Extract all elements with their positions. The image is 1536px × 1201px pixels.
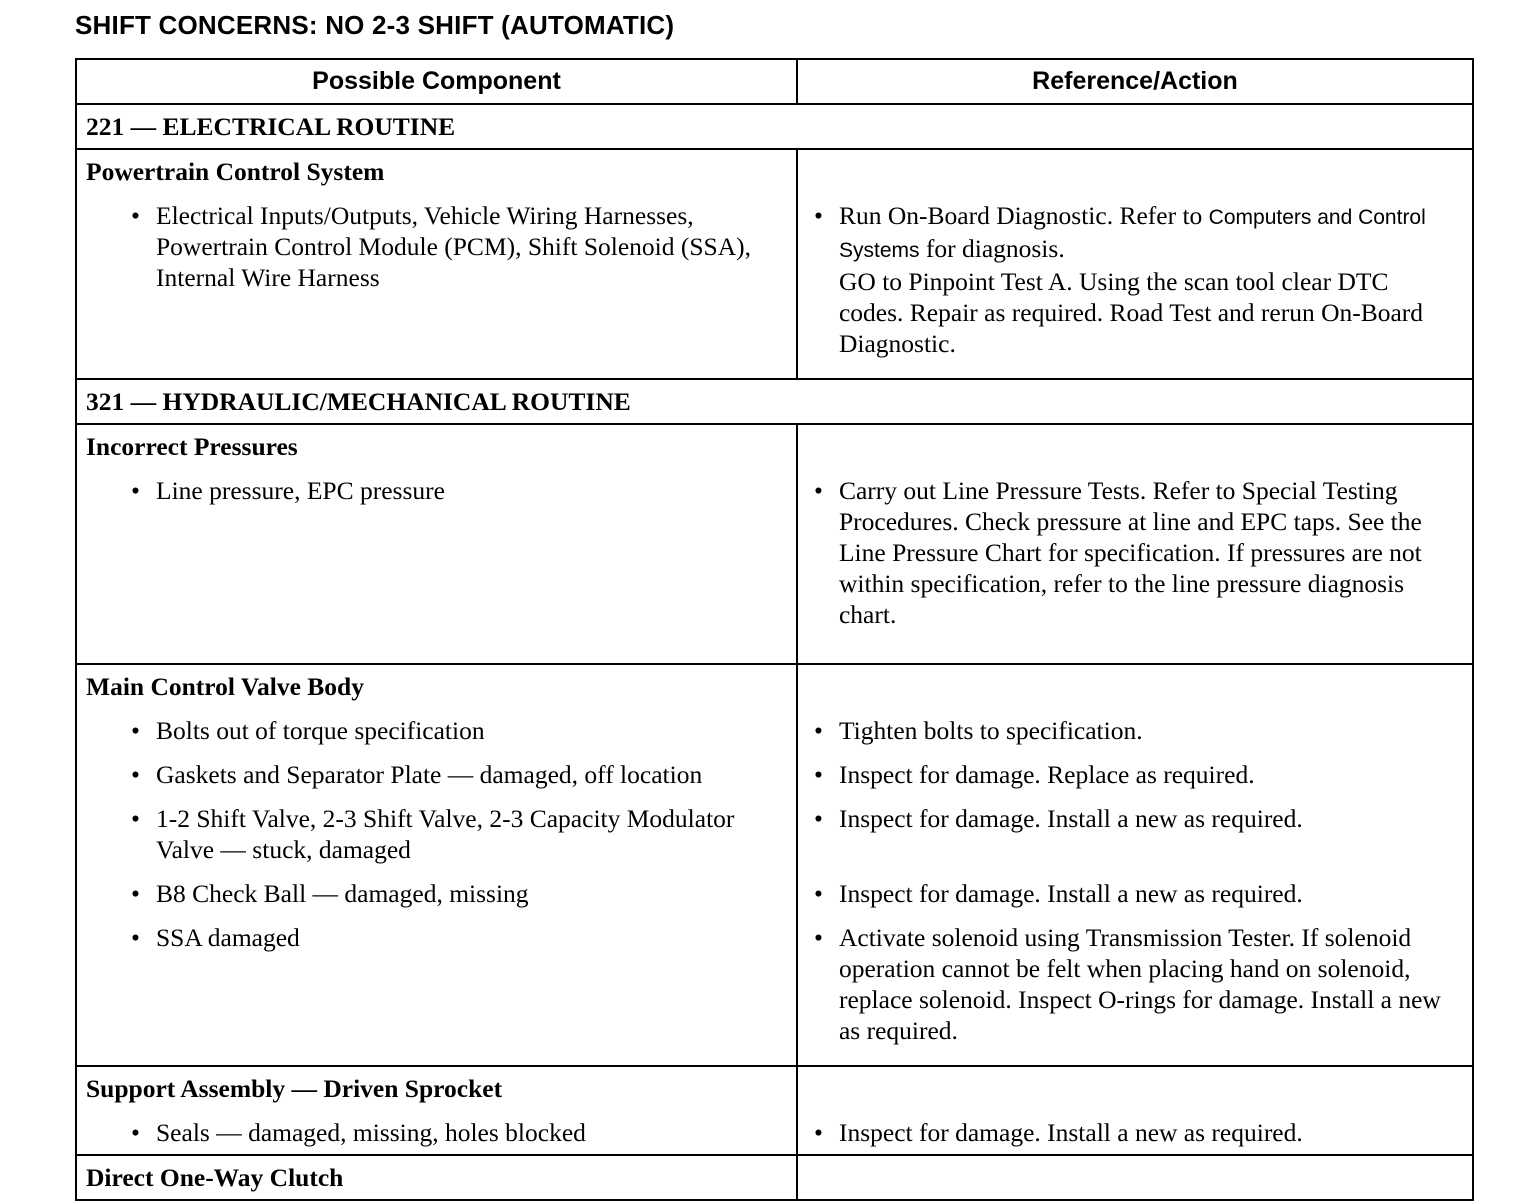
action-text: Activate solenoid using Transmission Tester. If solenoid operation cannot be felt when placing hand on solenoid, replace solenoid. Inspect O-rings for damage. Install a new as required.: [838, 923, 1441, 1045]
list-item: [86, 759, 788, 790]
list-item: [807, 922, 1464, 1046]
action-text: Run On-Board Diagnostic. Refer to: [838, 201, 1209, 230]
group-title-pressures: Incorrect Pressures: [86, 432, 298, 461]
list-item: [86, 715, 788, 746]
shift-concerns-table: [75, 58, 1474, 1201]
bullet-icon: •: [813, 923, 823, 952]
component-text: 1-2 Shift Valve, 2-3 Shift Valve, 2-3 Capacity Modulator Valve — stuck, damaged: [156, 804, 735, 864]
header-possible-component: Possible Component: [76, 59, 797, 104]
group-title-valve-body: Main Control Valve Body: [86, 672, 364, 701]
table-row: [76, 1066, 1473, 1155]
bullet-icon: •: [131, 476, 140, 505]
table-row: [76, 664, 1473, 1066]
action-text: Inspect for damage. Replace as required.: [838, 760, 1255, 789]
header-reference-action: Reference/Action: [797, 59, 1473, 104]
list-item: [86, 878, 788, 909]
bullet-icon: •: [131, 716, 140, 745]
component-cell: [76, 149, 797, 379]
action-cell: [797, 664, 1473, 1066]
table-row: [76, 424, 1473, 664]
bullet-icon: •: [131, 804, 140, 833]
list-item: [86, 200, 788, 293]
action-cell: [797, 1066, 1473, 1155]
component-text: Seals — damaged, missing, holes blocked: [156, 1118, 586, 1147]
action-text: Tighten bolts to specification.: [838, 716, 1143, 745]
bullet-icon: •: [131, 760, 140, 789]
routine-electrical: 221 — ELECTRICAL ROUTINE: [76, 104, 1473, 149]
bullet-icon: •: [813, 201, 823, 230]
list-item: [86, 803, 788, 865]
component-cell: [76, 664, 797, 1066]
action-text: Inspect for damage. Install a new as required.: [838, 879, 1303, 908]
list-item: [86, 922, 788, 953]
component-text: Bolts out of torque specification: [156, 716, 485, 745]
action-text: Carry out Line Pressure Tests. Refer to Special Testing Procedures. Check pressure at line and EPC taps. See the Line Pressure Chart for specification. If pressures are not within specification, refer to the line pressure diagnosis chart.: [838, 476, 1422, 629]
table-row: [76, 1155, 1473, 1200]
bullet-icon: •: [813, 804, 823, 833]
routine-row-hydraulic: [76, 379, 1473, 424]
list-item: [807, 759, 1464, 790]
group-title-support: Support Assembly — Driven Sprocket: [86, 1074, 503, 1103]
bullet-icon: •: [131, 201, 140, 230]
bullet-icon: •: [131, 923, 140, 952]
action-cell: [797, 149, 1473, 379]
bullet-icon: •: [813, 716, 823, 745]
component-cell: [76, 1066, 797, 1155]
action-cell: [797, 1155, 1473, 1200]
component-cell: [76, 1155, 797, 1200]
routine-row-electrical: [76, 104, 1473, 149]
component-text: Line pressure, EPC pressure: [156, 476, 445, 505]
bullet-icon: •: [131, 1118, 140, 1147]
component-text: SSA damaged: [156, 923, 300, 952]
list-item: [807, 803, 1464, 834]
list-item: [807, 715, 1464, 746]
bullet-icon: •: [813, 476, 823, 505]
routine-hydraulic: 321 — HYDRAULIC/MECHANICAL ROUTINE: [76, 379, 1473, 424]
action-text: Inspect for damage. Install a new as required.: [838, 1118, 1303, 1147]
bullet-icon: •: [131, 879, 140, 908]
component-text: Gaskets and Separator Plate — damaged, off location: [156, 760, 703, 789]
action-text: for diagnosis.: [919, 234, 1065, 263]
component-text: Electrical Inputs/Outputs, Vehicle Wiring Harnesses, Powertrain Control Module (PCM), Shift Solenoid (SSA), Internal Wire Harness: [156, 201, 752, 292]
bullet-icon: •: [813, 1118, 823, 1147]
group-title-clutch: Direct One-Way Clutch: [86, 1163, 344, 1192]
action-cell: [797, 424, 1473, 664]
page-title: SHIFT CONCERNS: NO 2-3 SHIFT (AUTOMATIC): [75, 10, 675, 40]
list-item: [86, 475, 788, 506]
table-row: [76, 149, 1473, 379]
bullet-icon: •: [813, 879, 823, 908]
group-title-powertrain: Powertrain Control System: [86, 157, 385, 186]
action-text: Inspect for damage. Install a new as required.: [838, 804, 1303, 833]
table-header-row: [76, 59, 1473, 104]
component-text: B8 Check Ball — damaged, missing: [156, 879, 529, 908]
list-item: [807, 878, 1464, 909]
bullet-icon: •: [813, 760, 823, 789]
list-item: [86, 1117, 788, 1148]
action-text: GO to Pinpoint Test A. Using the scan tool clear DTC codes. Repair as required. Road Test and rerun On-Board Diagnostic.: [838, 267, 1424, 358]
list-item: [807, 1117, 1464, 1148]
list-item: [807, 475, 1464, 630]
list-item: [807, 200, 1464, 359]
component-cell: [76, 424, 797, 664]
reference-link-text: Computers and Control Systems: [838, 206, 1426, 262]
